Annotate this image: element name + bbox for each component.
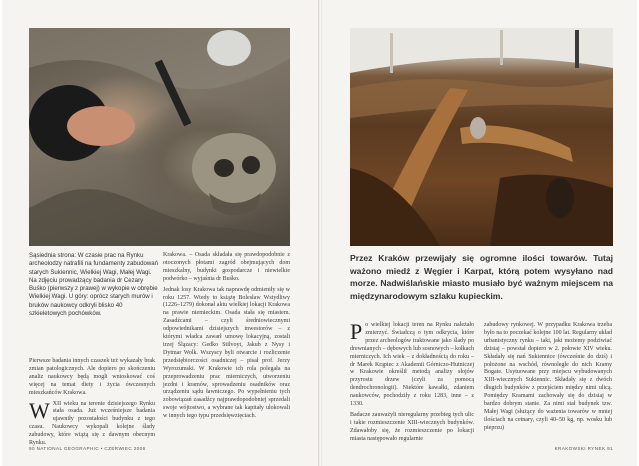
left-col2-paragraph-2: Jednak losy Krakowa tak naprawdę odmieniły się w roku 1257. Wtedy to książę Bolesław Wstydliwy (1226–1279) dokonał aktu wielkiej lokacji Krakowa na prawie niemieckim. Osada stała się miastem. Zasadźcami – czyli średniowiecznymi odpowiednikami dzisiejszych inwestorów – z którymi władca zawarł umowę lokacyjną, zostali trzej Ślązacy: Gedko Stilvoyt, Jakub z Nysy i Dytmar Wolk. Wszyscy byli otwarcie i rozliczenie przedsiębiorczości osadniczej – pisał prof. Jerzy Wyrozumski. W Krakowie ich rola polegała na przeprowadzeniu prac mierniczych, utworzeniu jezdni i kramów, sprowadzeniu osadników oraz urządzeniu sądu ławniczego. Po wypełnieniu tych zobowiązań zasadźcy najprawdopodobniej sprzedali swoje wójtostwo, a wybrane tak kapitały ulokowali w innych tego typu przedsięwzięciach. [163, 286, 290, 420]
left-col1-paragraph-2 [29, 397, 155, 448]
right-col1-paragraph-1 [350, 319, 474, 409]
right-col1-paragraph-1-text: o wielkiej lokacji teren na Rynku należało zmierzyć. Świadczą o tym odkrycia, które przez archeologów traktowane jako ślady po drewnianych – dębowych lub sosnowych – kołkach mierniczych. Ich wiek – z dokładnością do roku – dr Marek Krąpiec z Akademii Górniczo-Hutniczej w Krakowie określił metodą analizy słojów przyrostu drzew (czyli za pomocą dendrochronologii). Niektóre kawałki, zdaniem naukowców, pochodziły z roku 1283, inne – z 1330. [350, 322, 474, 408]
right-col2-paragraph-1: zabudowy rynkowej. W przypadku Krakowa trzeba było na to poczekać kolejne 100 lat. Regularny układ urbanistyczny rynku – taki, jaki możemy podziwiać dzisiaj – powstał dopiero w 2. połowie XIV wieku. Składały się nań Sukiennice (ówcześnie do dziś) i położone na wschód, równoległe do nich Kramy Bogate. Usytuowane przy miejscu wybudowanych XIII-wiecznych Sukiennic. Składały się z dwóch długich budynków z przejściem między nimi ulicą. Pomiędzy Kramami zachowały się do dzisiaj w bardzo dobrym stanie. Za nimi stał budynek tzw. Małej Wagi (służący do ważenia towarów w mniej ilościach na cetnary, czyli 40–50 kg, np. wosku lub pieprzu) [484, 322, 612, 431]
excavation-site-illustration [350, 28, 613, 246]
drop-cap-w: W [29, 397, 50, 423]
excavation-skull-photo [29, 28, 290, 246]
right-page-footer: KRAKOWSKI RYNEK 91 [554, 446, 613, 451]
left-col2-paragraph-1: Krakowa. – Osada składała się prawdopodobnie z otoczonych płotami zagród obejmujących dom mieszkalny, budynki gospodarcze i niewielkie podwórko – wyjaśnia dr Buśko. [163, 252, 290, 282]
right-col1-paragraph-2: Badacze zauważyli nieregularny przebieg tych ulic i takie rozmieszczenie XIII-wiecznych budynków. Zdawałoby się, że rozmieszczenie po lokacji miasta następowało regularnie [350, 411, 474, 442]
left-page-footer: 90 NATIONAL GEOGRAPHIC • CZERWIEC 2006 [29, 446, 146, 451]
right-page-lead: Przez Kraków przewijały się ogromne ilości towarów. Tutaj ważono miedź z Węgier i Karpat, którą potem wysyłano nad morze. Nadwiślańskie miasto musiało być ważnym miejscem na międzynarodowym szlaku kupieckim. [350, 253, 613, 301]
left-photo-caption: Sąsiednia strona: W czasie prac na Rynku archeolodzy natrafili na fundamenty zabudowań starych Sukiennic, Wielkiej Wagi, Małej Wagi. Na zdjęciu prowadzący badania dr Cezary Buśko (pierwszy z prawej) w wykopie w obrębie Wielkiej Wagi. U góry: oprócz starych murów i bruków naukowcy odkryli blisko 40 szkieletowych pochówków. [29, 252, 159, 318]
excavation-tent-photo [350, 28, 613, 246]
left-column-1 [29, 358, 155, 451]
left-col1-paragraph-2-text: XII wieku na terenie dzisiejszego Rynku stała osada. Już wcześniejsze badania ujawniły pozostałości budynku z tego czasu. Naukowcy wykopali kolejne ślady zabudowy, które wiążą się z dawnym obecnym Rynku. [29, 400, 155, 447]
skull-photo-illustration [29, 28, 290, 246]
left-column-2 [163, 252, 290, 424]
drop-cap-p: P [350, 319, 363, 344]
right-column-1 [350, 319, 474, 447]
left-col1-paragraph-1: Pierwsze badania innych czaszek też wykazały brak zmian patologicznych. Ale dopiero po skończeniu analiz naukowcy będą mogli wnioskować coś więcej na temat diety i życia ówczesnych mieszkańców Krakowa. [29, 358, 155, 396]
right-column-2 [484, 322, 612, 436]
